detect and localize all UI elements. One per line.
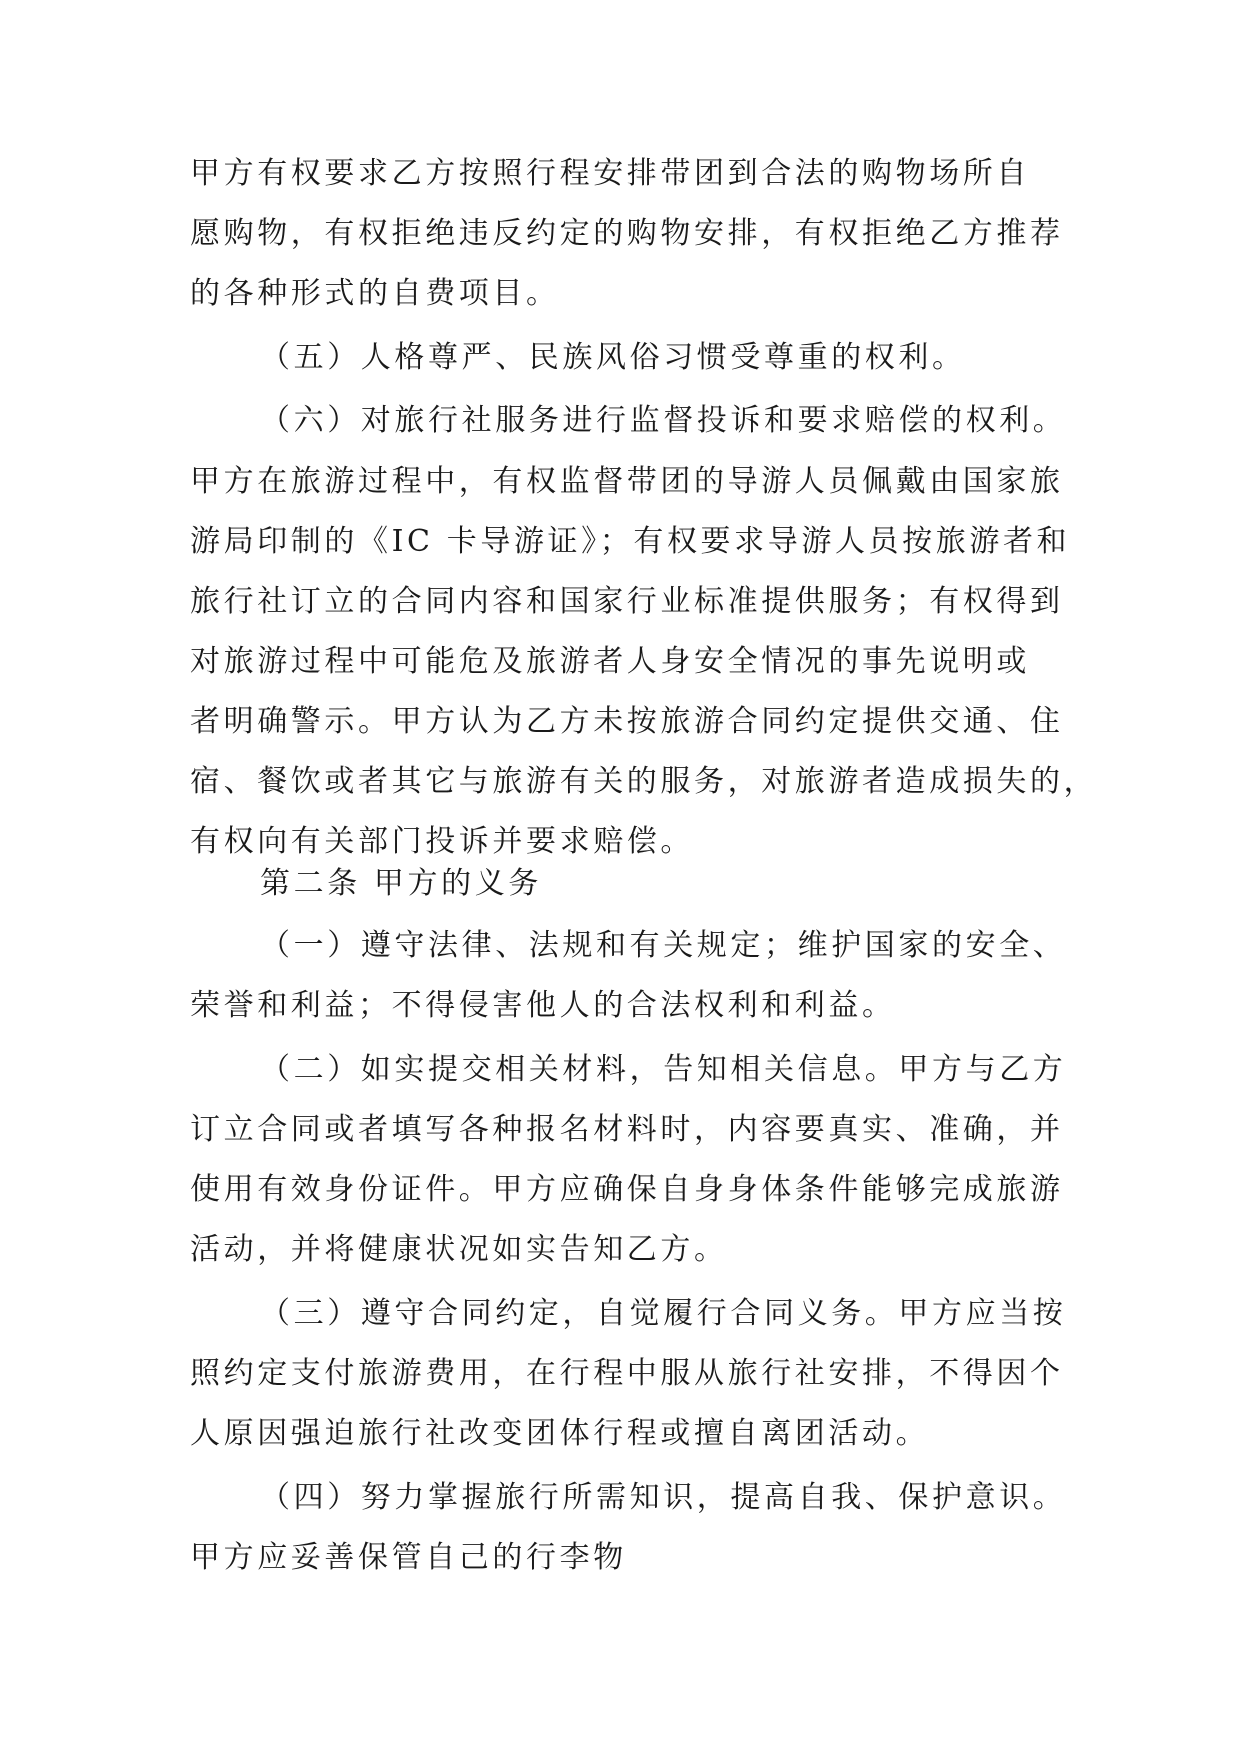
text-line: 有权向有关部门投诉并要求赔偿。: [190, 824, 694, 859]
text-line: 人原因强迫旅行社改变团体行程或擅自离团活动。: [190, 1416, 930, 1451]
text-line: 对旅游过程中可能危及旅游者人身安全情况的事先说明或: [190, 644, 1030, 679]
text-line: （三）遵守合同约定，自觉履行合同义务。甲方应当按: [260, 1296, 1067, 1331]
text-line: 荣誉和利益；不得侵害他人的合法权利和利益。: [190, 988, 896, 1023]
text-line: 甲方在旅游过程中，有权监督带团的导游人员佩戴由国家旅: [190, 464, 1064, 499]
text-line: 愿购物，有权拒绝违反约定的购物安排，有权拒绝乙方推荐: [190, 216, 1064, 251]
text-line: 宿、餐饮或者其它与旅游有关的服务，对旅游者造成损失的，: [190, 764, 1098, 799]
text-line: 活动，并将健康状况如实告知乙方。: [190, 1232, 728, 1267]
text-line: （一）遵守法律、法规和有关规定；维护国家的安全、: [260, 928, 1067, 963]
text-line: （四）努力掌握旅行所需知识，提高自我、保护意识。: [260, 1480, 1067, 1515]
text-line: 的各种形式的自费项目。: [190, 276, 560, 311]
text-line: 甲方有权要求乙方按照行程安排带团到合法的购物场所自: [190, 156, 1030, 191]
text-line: 甲方应妥善保管自己的行李物: [190, 1540, 627, 1575]
text-line: 者明确警示。甲方认为乙方未按旅游合同约定提供交通、住: [190, 704, 1064, 739]
text-line: 订立合同或者填写各种报名材料时，内容要真实、准确，并: [190, 1112, 1064, 1147]
text-line: 照约定支付旅游费用，在行程中服从旅行社安排，不得因个: [190, 1356, 1064, 1391]
text-line: 旅行社订立的合同内容和国家行业标准提供服务；有权得到: [190, 584, 1064, 619]
text-line: 使用有效身份证件。甲方应确保自身身体条件能够完成旅游: [190, 1172, 1064, 1207]
text-line: （五）人格尊严、民族风俗习惯受尊重的权利。: [260, 340, 966, 375]
text-line: （六）对旅行社服务进行监督投诉和要求赔偿的权利。: [260, 403, 1067, 438]
text-line: （二）如实提交相关材料，告知相关信息。甲方与乙方: [260, 1052, 1067, 1087]
section-heading: 第二条 甲方的义务: [260, 866, 542, 901]
text-line: 游局印制的《IC 卡导游证》；有权要求导游人员按旅游者和: [190, 524, 1071, 559]
